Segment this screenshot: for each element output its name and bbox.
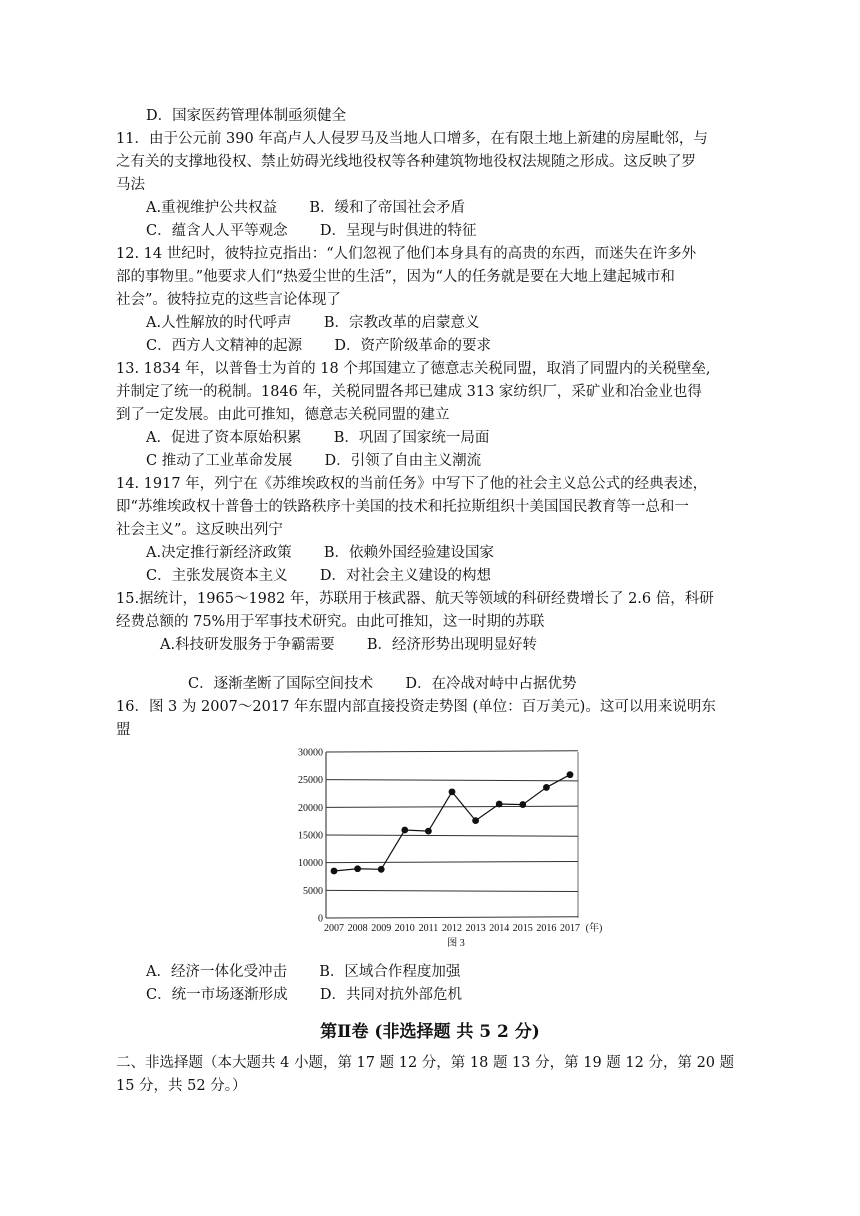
- q14-stem-line2: 即“苏维埃政权十普鲁士的铁路秩序十美国的技术和托拉斯组织十美国国民教育等一总和一: [116, 499, 689, 515]
- q12-stem-line3: 社会”。彼特拉克的这些言论体现了: [116, 292, 341, 308]
- gridline: [326, 751, 578, 752]
- x-unit-label: (年): [585, 923, 603, 934]
- data-point: [472, 817, 479, 824]
- data-point: [378, 866, 385, 873]
- q16-options-cd: C．统一市场逐渐形成 D．共同对抗外部危机: [146, 987, 462, 1003]
- data-point: [543, 784, 550, 791]
- q16-options-ab: A．经济一体化受冲击 B．区域合作程度加强: [146, 964, 461, 980]
- x-tick-label: 2016: [536, 923, 557, 934]
- q12-options-cd: C．西方人文精神的起源 D．资产阶级革命的要求: [146, 338, 491, 354]
- gridline: [326, 780, 578, 781]
- q12-options-ab: A.人性解放的时代呼声 B．宗教改革的启蒙意义: [146, 315, 480, 331]
- part2-instructions-line2: 15 分，共 52 分。）: [116, 1078, 247, 1094]
- x-tick-label: 2014: [489, 923, 510, 934]
- q14-stem-line3: 社会主义”。这反映出列宁: [116, 522, 283, 538]
- y-tick-label: 20000: [298, 802, 323, 814]
- q11-options-cd: C．蕴含人人平等观念 D．呈现与时俱进的特征: [146, 223, 477, 239]
- q15-stem-line1: 15.据统计，1965～1982 年，苏联用于核武器、航天等领域的科研经费增长了 2.6 倍，科研: [116, 591, 714, 607]
- q11-options-ab: A.重视维护公共权益 B．缓和了帝国社会矛盾: [146, 200, 465, 216]
- q16-stem-line1: 16．图 3 为 2007～2017 年东盟内部直接投资走势图 (单位：百万美元)。这可以用来说明东: [116, 699, 716, 715]
- data-point: [519, 801, 526, 808]
- y-tick-label: 25000: [298, 775, 323, 787]
- data-point: [354, 865, 361, 872]
- q11-stem-line1: 11．由于公元前 390 年高卢人人侵罗马及当地人口增多，在有限土地上新建的房屋毗邻，与: [116, 131, 708, 147]
- q10-option-d: D．国家医药管理体制亟须健全: [146, 108, 347, 124]
- x-tick-label: 2012: [442, 923, 462, 934]
- data-point: [331, 868, 338, 875]
- fdi-line-chart: [280, 740, 620, 955]
- q13-options-ab: A．促进了资本原始积累 B．巩固了国家统一局面: [146, 430, 490, 446]
- q15-options-ab: A.科技研发服务于争霸需要 B．经济形势出现明显好转: [160, 637, 537, 653]
- data-point: [401, 827, 408, 834]
- chart-svg: [280, 740, 620, 955]
- gridline: [326, 890, 578, 891]
- data-point: [496, 801, 503, 808]
- x-tick-label: 2010: [394, 923, 415, 934]
- part2-instructions-line1: 二、非选择题（本大题共 4 小题，第 17 题 12 分，第 18 题 13 分，第 19 题 12 分，第 20 题: [116, 1055, 735, 1071]
- y-tick-label: 0: [318, 913, 323, 925]
- q13-stem-line3: 到了一定发展。由此可推知，德意志关税同盟的建立: [116, 407, 450, 423]
- x-tick-label: 2009: [371, 923, 392, 934]
- section-title: 第Ⅱ卷 (非选择题 共 5 2 分): [320, 1022, 540, 1042]
- x-tick-label: 2008: [347, 923, 368, 934]
- x-tick-label: 2015: [512, 923, 533, 934]
- data-point: [449, 788, 456, 795]
- x-tick-label: 2011: [418, 923, 439, 934]
- q13-stem-line2: 并制定了统一的税制。1846 年，关税同盟各邦已建成 313 家纺织厂，采矿业和冶金业也得: [116, 384, 702, 400]
- q12-stem-line1: 12. 14 世纪时，彼特拉克指出：“人们忽视了他们本身具有的高贵的东西，而迷失在许多外: [116, 246, 697, 262]
- q15-stem-line2: 经费总额的 75%用于军事技术研究。由此可推知，这一时期的苏联: [116, 614, 545, 630]
- q13-options-cd: C 推动了工业革命发展 D．引领了自由主义潮流: [146, 453, 482, 469]
- gridline: [326, 835, 578, 836]
- q15-options-cd: C．逐渐垄断了国际空间技术 D．在冷战对峙中占据优势: [188, 676, 577, 692]
- y-tick-label: 30000: [298, 747, 323, 759]
- y-tick-label: 15000: [298, 830, 323, 842]
- x-tick-label: 2007: [324, 923, 344, 934]
- q16-stem-line2: 盟: [116, 722, 131, 738]
- q11-stem-line3: 马法: [116, 177, 145, 193]
- q13-stem-line1: 13. 1834 年，以普鲁士为首的 18 个邦国建立了德意志关税同盟，取消了同盟内的关税壁垒,: [116, 361, 711, 377]
- q11-stem-line2: 之有关的支撑地役权、禁止妨碍光线地役权等各种建筑物地役权法规随之形成。这反映了罗: [116, 154, 696, 170]
- y-tick-label: 10000: [298, 858, 323, 870]
- gridline: [326, 861, 578, 862]
- chart-caption: 图 3: [447, 938, 465, 949]
- data-point: [567, 771, 574, 778]
- q14-stem-line1: 14. 1917 年，列宁在《苏维埃政权的当前任务》中写下了他的社会主义总公式的经典表述，: [116, 476, 708, 492]
- gridline: [326, 806, 578, 807]
- q14-options-cd: C．主张发展资本主义 D．对社会主义建设的构想: [146, 568, 491, 584]
- x-tick-label: 2017: [560, 923, 580, 934]
- gridline: [326, 917, 578, 918]
- data-point: [425, 828, 432, 835]
- q14-options-ab: A.决定推行新经济政策 B．依赖外国经验建设国家: [146, 545, 494, 561]
- q12-stem-line2: 部的事物里。”他要求人们“热爱尘世的生活”，因为“人的任务就是要在大地上建起城市和: [116, 269, 675, 285]
- x-tick-label: 2013: [465, 923, 486, 934]
- y-tick-label: 5000: [303, 885, 323, 897]
